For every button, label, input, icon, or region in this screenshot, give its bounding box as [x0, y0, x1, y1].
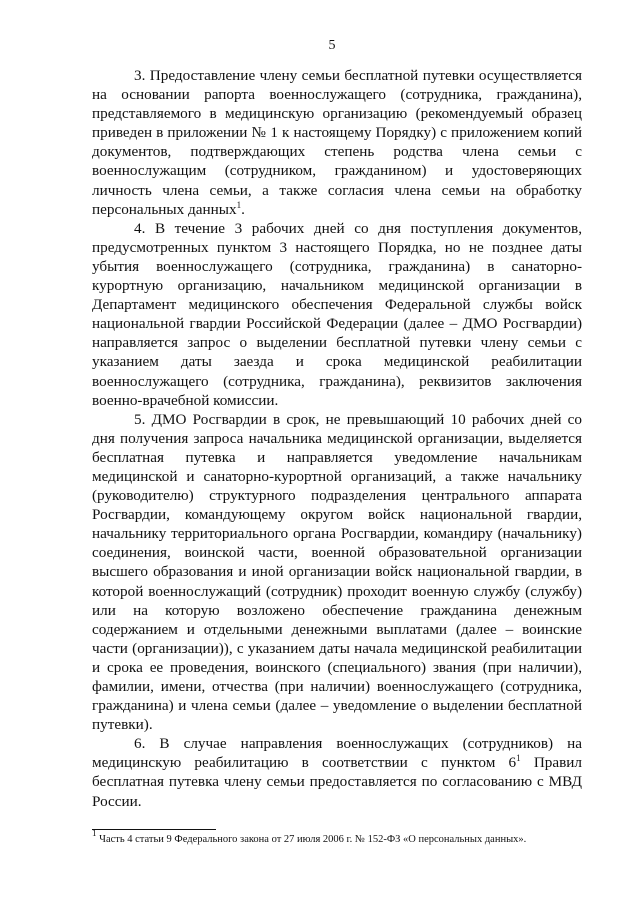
page-number: 5 [328, 38, 336, 53]
footnote-text: Часть 4 статьи 9 Федерального закона от 27 июля 2006 г. № 152-ФЗ «О персональных данных». [96, 834, 527, 845]
paragraph-5 [92, 410, 582, 735]
footnote-separator [92, 829, 216, 830]
section-superscript-6-1: 1 [516, 753, 521, 764]
paragraph-6 [92, 734, 582, 810]
paragraph-3-text: 3. Предоставление члену семьи бесплатной путевки осуществляется на основании рапорта военнослужащего (сотрудника, гражданина), представляемого в медицинскую организацию (рекомендуемый образец приведен в приложении № 1 к настоящему Порядку) с приложением копий документов, подтверждающих степень родства члена семьи с военнослужащим (сотрудником, гражданином) и удостоверяющих личность члена семьи, а также согласия члена семьи на обработку персональных данных [92, 67, 582, 218]
paragraph-6-text: 6. В случае направления военнослужащих (сотрудников) на медицинскую реабилитацию в соответствии с пунктом 6 [92, 735, 582, 772]
footnote-marker: 1 [92, 828, 97, 838]
paragraph-5-text: 5. ДМО Росгвардии в срок, не превышающий 10 рабочих дней со дня получения запроса начальника медицинской организации, выделяется бесплатная путевка и направляется уведомление начальникам медицинской и санаторно-курортной организаций, а также начальнику (руководителю) структурного подразделения центрального аппарата Росгвардии, командующему округом войск национальной гвардии, начальнику территориального органа Росгвардии, командиру (начальнику) соединения, воинской части, военной образовательной организации высшего образования и иной организации войск национальной гвардии, в которой военнослужащий (сотрудник) проходит военную службу (службу) или на которую возложено обеспечение гражданина денежным содержанием и отдельными денежными выплатами (далее – воинские части (организации)), с указанием даты начала медицинской реабилитации и срока ее проведения, воинского (специального) звания (при наличии), фамилии, имени, отчества (при наличии) военнослужащего (сотрудника, гражданина) и члена семьи (далее – уведомление о выделении бесплатной путевки). [92, 410, 582, 734]
footnote-ref-1: 1 [236, 199, 242, 210]
footnote [92, 828, 582, 846]
paragraph-4 [92, 219, 582, 410]
paragraph-4-text: 4. В течение 3 рабочих дней со дня поступления документов, предусмотренных пунктом 3 настоящего Порядка, но не позднее даты убытия военнослужащего (сотрудника, гражданина) в санаторно-курортную организацию, начальником медицинской организации в Департамент медицинского обеспечения Федеральной службы войск национальной гвардии Российской Федерации (далее – ДМО Росгвардии) направляется запрос о выделении бесплатной путевки члену семьи с указанием даты заезда и срока медицинской реабилитации военнослужащего (сотрудника, гражданина), реквизитов заключения военно-врачебной комиссии. [92, 219, 582, 409]
paragraph-3-end: . [241, 200, 245, 218]
paragraph-6-end: Правил бесплатная путевка члену семьи предоставляется по согласованию с МВД России. [92, 754, 583, 810]
document-body [92, 66, 582, 811]
paragraph-3 [92, 66, 582, 219]
